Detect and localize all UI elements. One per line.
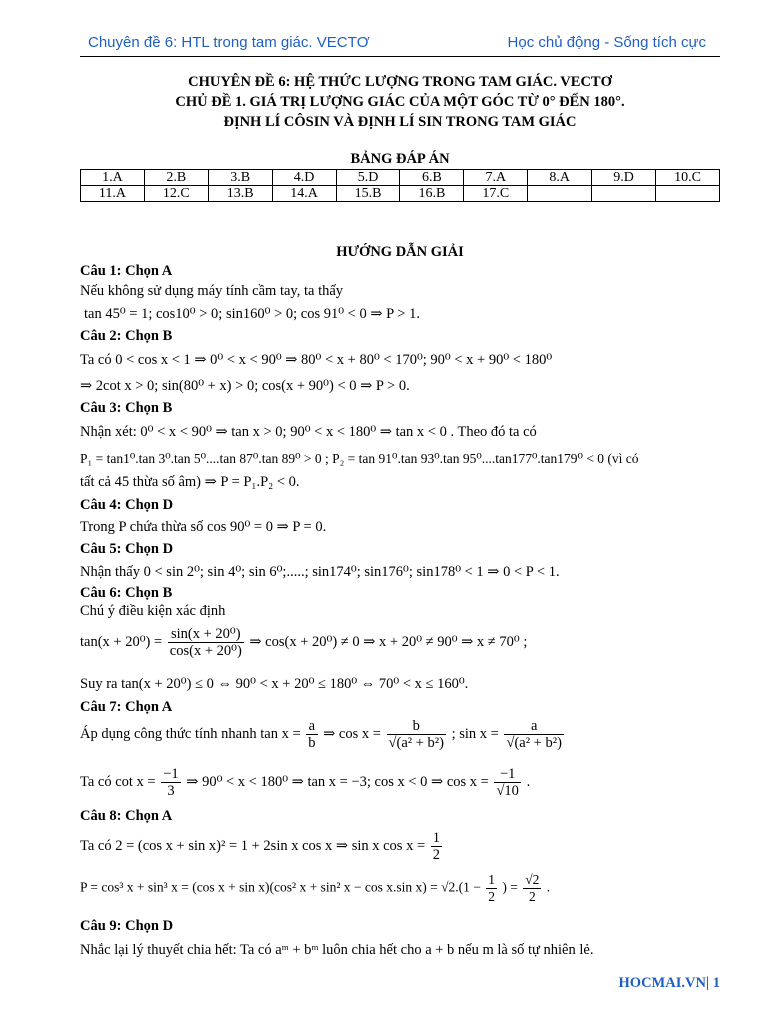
question-1-line-1: Nếu không sử dụng máy tính cầm tay, ta thấy [80, 283, 344, 299]
q7-text-3: ; sin x = [451, 725, 499, 742]
q8-frac-half-num: 1 [432, 830, 441, 846]
document-titles [80, 72, 720, 132]
question-2-line-1: Ta có 0 < cos x < 1 ⇒ 0⁰ < x < 90⁰ ⇒ 80⁰ < x + 80⁰ < 170⁰; 90⁰ < x + 90⁰ < 180⁰ [80, 352, 553, 368]
question-6-line-1: Chú ý điều kiện xác định [80, 603, 226, 619]
q7-frac-tan-den: b [308, 735, 316, 751]
question-3-heading: Câu 3: Chọn B [80, 400, 173, 416]
q8-frac-half-den: 2 [432, 847, 441, 863]
question-4-heading: Câu 4: Chọn D [80, 497, 174, 513]
answer-cell: 13.B [208, 186, 272, 202]
page-footer: HOCMAI.VN| 1 [618, 975, 720, 991]
answer-table-title: BẢNG ĐÁP ÁN [350, 151, 450, 167]
title-line-2: CHỦ ĐỀ 1. GIÁ TRỊ LƯỢNG GIÁC CỦA MỘT GÓC TỪ 0° ĐẾN 180°. [175, 94, 625, 110]
question-8-line-2 [80, 872, 550, 905]
answer-cell [528, 186, 592, 202]
q7-frac-tan [306, 718, 317, 751]
q8-text-3: ) = [502, 879, 518, 895]
question-8-heading: Câu 8: Chọn A [80, 808, 173, 824]
page-header [80, 30, 720, 57]
q8-frac-result-den: 2 [528, 889, 536, 904]
answer-cell: 14.A [272, 186, 336, 202]
q7-frac-tan-num: a [306, 718, 317, 735]
answer-cell: 9.D [592, 170, 656, 186]
question-9-line-1: Nhắc lại lý thuyết chia hết: Ta có aᵐ + bᵐ luôn chia hết cho a + b nếu m là số tự nhiên lẻ. [80, 942, 594, 958]
question-4-line-1: Trong P chứa thừa số cos 90⁰ = 0 ⇒ P = 0. [80, 519, 327, 535]
question-6-line-2 [80, 626, 527, 659]
q7-frac-sin [504, 718, 563, 751]
answer-cell [592, 186, 656, 202]
q7-frac-cos-num: b [387, 718, 446, 735]
q7-text-5: ⇒ 90⁰ < x < 180⁰ ⇒ tan x = −3; cos x < 0 ⇒ cos x = [186, 773, 489, 790]
q8-text-4: . [546, 879, 551, 895]
q8-frac-half [431, 830, 442, 863]
q6-numerator: sin(x + 20⁰) [168, 626, 244, 643]
q8-text-2: P = cos³ x + sin³ x = (cos x + sin x)(cos² x + sin² x − cos x.sin x) = √2.(1 − [80, 879, 481, 895]
answer-row-2 [81, 186, 720, 202]
q7-frac-cot [161, 766, 180, 799]
q6-fraction [168, 626, 244, 659]
q7-frac-cos [387, 718, 446, 751]
question-2-line-2: ⇒ 2cot x > 0; sin(80⁰ + x) > 0; cos(x + 90⁰) < 0 ⇒ P > 0. [80, 378, 410, 394]
answer-cell: 4.D [272, 170, 336, 186]
answer-cell: 15.B [336, 186, 400, 202]
answer-row-1 [81, 170, 720, 186]
answer-cell: 12.C [144, 186, 208, 202]
q8-frac-inner-den: 2 [488, 889, 495, 904]
question-3-line-1: Nhận xét: 0⁰ < x < 90⁰ ⇒ tan x > 0; 90⁰ < x < 180⁰ ⇒ tan x < 0 . Theo đó ta có [80, 424, 537, 440]
question-5-heading: Câu 5: Chọn D [80, 541, 174, 557]
q8-frac-result-num: √2 [525, 872, 540, 887]
header-left: Chuyên đề 6: HTL trong tam giác. VECTƠ [88, 34, 370, 51]
answer-cell [656, 186, 720, 202]
question-3-line-2: P₁ = tan1⁰.tan 3⁰.tan 5⁰....tan 87⁰.tan 89⁰ > 0 ; P₂ = tan 91⁰.tan 93⁰.tan 95⁰....tan177⁰.tan179⁰ < 0 (vì có [80, 451, 639, 466]
answer-cell: 8.A [528, 170, 592, 186]
q7-text-6: . [526, 773, 531, 790]
answer-cell: 6.B [400, 170, 464, 186]
q7-text-1: Áp dụng công thức tính nhanh tan x = [80, 725, 301, 742]
question-9-heading: Câu 9: Chọn D [80, 918, 174, 934]
q8-frac-result [523, 872, 541, 905]
answer-cell: 1.A [81, 170, 145, 186]
question-1-heading: Câu 1: Chọn A [80, 263, 173, 279]
q7-frac-cot-num: −1 [163, 766, 179, 782]
q7-frac-sin-den: √(a² + b²) [506, 735, 562, 751]
question-5-line-1: Nhận thấy 0 < sin 2⁰; sin 4⁰; sin 6⁰;.....; sin174⁰; sin176⁰; sin178⁰ < 1 ⇒ 0 < P < 1. [80, 564, 560, 580]
q6-lhs: tan(x + 20⁰) = [80, 633, 163, 650]
q7-frac-sin-num: a [504, 718, 563, 735]
title-line-1: CHUYÊN ĐỀ 6: HỆ THỨC LƯỢNG TRONG TAM GIÁC. VECTƠ [188, 74, 612, 90]
q7-frac-result-den: √10 [496, 783, 519, 799]
q7-text-2: ⇒ cos x = [323, 725, 381, 742]
question-6-line-3: Suy ra tan(x + 20⁰) ≤ 0 ⇔ 90⁰ < x + 20⁰ ≤ 180⁰ ⇔ 70⁰ < x ≤ 160⁰. [80, 676, 469, 692]
q6-rhs: ⇒ cos(x + 20⁰) ≠ 0 ⇒ x + 20⁰ ≠ 90⁰ ⇒ x ≠ 70⁰ ; [249, 633, 528, 650]
q7-frac-cos-den: √(a² + b²) [388, 735, 444, 751]
answer-cell: 17.C [464, 186, 528, 202]
q7-frac-cot-den: 3 [167, 783, 175, 799]
question-3-line-3: tất cả 45 thừa số âm) ⇒ P = P₁.P₂ < 0. [80, 474, 300, 490]
q7-text-4: Ta có cot x = [80, 773, 156, 790]
q7-frac-result [494, 766, 520, 799]
header-right: Học chủ động - Sống tích cực [507, 34, 706, 51]
answer-cell: 3.B [208, 170, 272, 186]
q8-frac-inner-num: 1 [488, 872, 495, 887]
title-line-3: ĐỊNH LÍ CÔSIN VÀ ĐỊNH LÍ SIN TRONG TAM GIÁC [223, 114, 577, 130]
question-7-line-1 [80, 718, 566, 751]
answer-cell: 5.D [336, 170, 400, 186]
question-1-line-2: tan 45⁰ = 1; cos10⁰ > 0; sin160⁰ > 0; cos 91⁰ < 0 ⇒ P > 1. [84, 306, 420, 322]
q7-frac-result-num: −1 [494, 766, 520, 783]
question-8-line-1 [80, 830, 444, 863]
q8-text-1: Ta có 2 = (cos x + sin x)² = 1 + 2sin x cos x ⇒ sin x cos x = [80, 837, 426, 854]
q8-frac-inner [486, 872, 497, 905]
question-2-heading: Câu 2: Chọn B [80, 328, 173, 344]
question-7-heading: Câu 7: Chọn A [80, 699, 173, 715]
question-7-line-2 [80, 766, 530, 799]
answer-cell: 16.B [400, 186, 464, 202]
answer-cell: 10.C [656, 170, 720, 186]
solution-guide-title: HƯỚNG DẪN GIẢI [336, 244, 464, 260]
answer-cell: 2.B [144, 170, 208, 186]
q6-denominator: cos(x + 20⁰) [169, 643, 242, 659]
answer-table [80, 169, 720, 202]
question-6-heading: Câu 6: Chọn B [80, 585, 173, 601]
answer-cell: 7.A [464, 170, 528, 186]
answer-cell: 11.A [81, 186, 145, 202]
